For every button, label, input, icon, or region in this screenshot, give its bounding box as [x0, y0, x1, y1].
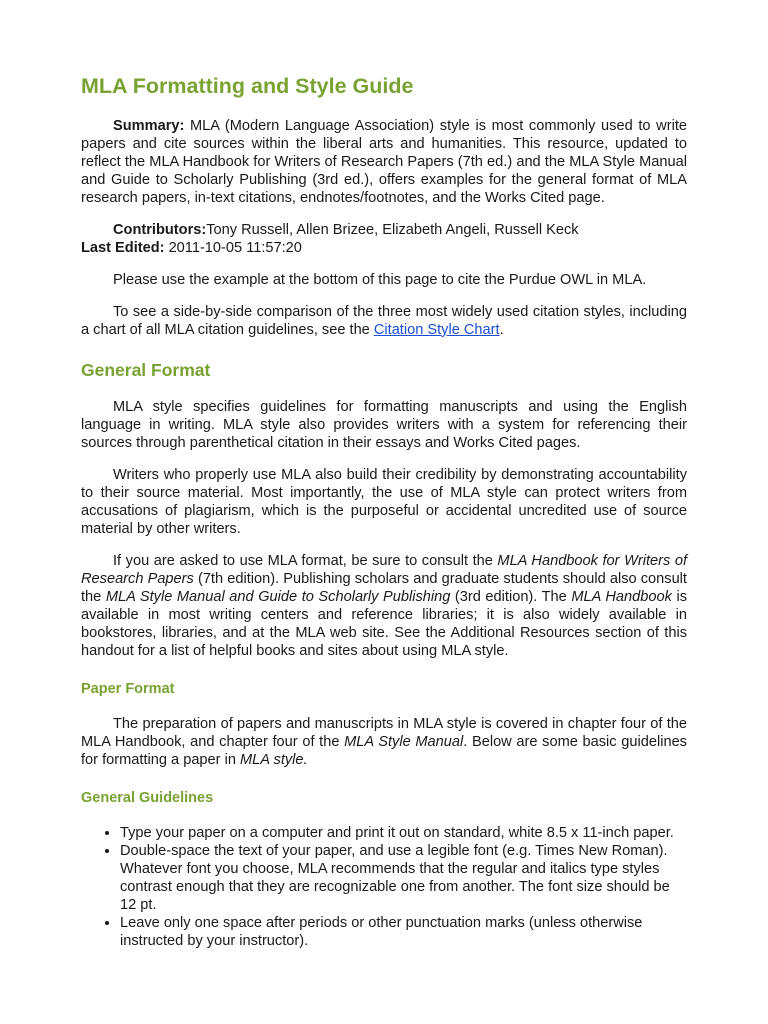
- gf-p3-text-4: is available in most writing centers and reference libraries; it is also widely available in bookstores, libraries, and at the MLA web site. See the Additional Resources section of this handout for a list of helpful books and sites about using MLA style.: [81, 589, 688, 659]
- paper-format-heading: Paper Format: [81, 681, 175, 697]
- summary-text: MLA (Modern Language Association) style is most commonly used to write papers and cite sources within the liberal arts and humanities. This resource, updated to reflect the MLA Handbook for Writers of Research Papers (7th ed.) and the MLA Style Manual and Guide to Scholarly Publishing (3rd ed.), offers examples for the general format of MLA research papers, in-text citations, endnotes/footnotes, and the Works Cited page.: [81, 118, 687, 206]
- summary-paragraph: [81, 117, 687, 207]
- paper-format-paragraph: [81, 715, 687, 769]
- gf-p3-text-1: If you are asked to use MLA format, be sure to consult the: [113, 553, 498, 569]
- comparison-text: To see a side-by-side comparison of the three most widely used citation styles, including a chart of all MLA citation guidelines, see the: [81, 304, 687, 338]
- contributors-line: [81, 221, 687, 239]
- comparison-after: .: [499, 322, 504, 338]
- guidelines-list: [81, 824, 687, 950]
- general-format-paragraph-1: MLA style specifies guidelines for formatting manuscripts and using the English language in writing. MLA style also provides writers with a system for referencing their sources through parenthetical citation in their essays and Works Cited pages.: [81, 399, 687, 451]
- gf-p3-italic-1: MLA Handbook for Writers of Research Papers: [81, 553, 687, 587]
- list-item: • Type your paper on a computer and print it out on standard, white 8.5 x 11-inch paper.: [120, 824, 687, 842]
- pf-text-1: The preparation of papers and manuscripts in MLA style is covered in chapter four of the MLA Handbook, and chapter four of the: [81, 716, 687, 750]
- contributors-names: Tony Russell, Allen Brizee, Elizabeth Angeli, Russell Keck: [206, 222, 579, 238]
- gf-p3-text-3: (3rd edition). The: [450, 589, 572, 605]
- list-item: • Double-space the text of your paper, and use a legible font (e.g. Times New Roman). Whatever font you choose, MLA recommends that the regular and italics type styles contrast enough that they are recognizable one from another. The font size should be 12 pt.: [120, 842, 687, 914]
- contributors-block: [81, 221, 687, 257]
- last-edited-value: 2011-10-05 11:57:20: [164, 240, 302, 256]
- pf-italic-2: MLA style.: [240, 752, 308, 768]
- general-guidelines-heading: General Guidelines: [81, 790, 214, 806]
- general-format-heading: General Format: [81, 360, 211, 380]
- pf-text-2: . Below are some basic guidelines for formatting a paper in: [81, 734, 687, 768]
- cite-note-paragraph: Please use the example at the bottom of this page to cite the Purdue OWL in MLA.: [113, 272, 647, 288]
- general-format-paragraph-3: [81, 552, 687, 660]
- page-title: MLA Formatting and Style Guide: [81, 74, 414, 98]
- general-format-paragraph-2: Writers who properly use MLA also build their credibility by demonstrating accountability to their source material. Most importantly, the use of MLA style can protect writers from accusations of plagiarism, which is the purposeful or accidental uncredited use of source material by other writers.: [81, 467, 687, 537]
- summary-label: Summary:: [113, 118, 185, 134]
- citation-style-chart-link[interactable]: Citation Style Chart: [373, 322, 500, 338]
- last-edited-label: Last Edited:: [81, 240, 165, 256]
- document-content: [81, 72, 687, 950]
- comparison-paragraph: [81, 303, 687, 339]
- list-item: • Leave only one space after periods or other punctuation marks (unless otherwise instructed by your instructor).: [120, 914, 687, 950]
- last-edited-line: [81, 239, 687, 257]
- gf-p3-italic-2: MLA Style Manual and Guide to Scholarly Publishing: [105, 589, 451, 605]
- gf-p3-text-2: (7th edition). Publishing scholars and graduate students should also consult the: [81, 571, 687, 605]
- contributors-label: Contributors:: [113, 222, 207, 238]
- gf-p3-italic-3: MLA Handbook: [571, 589, 672, 605]
- pf-italic-1: MLA Style Manual: [344, 734, 464, 750]
